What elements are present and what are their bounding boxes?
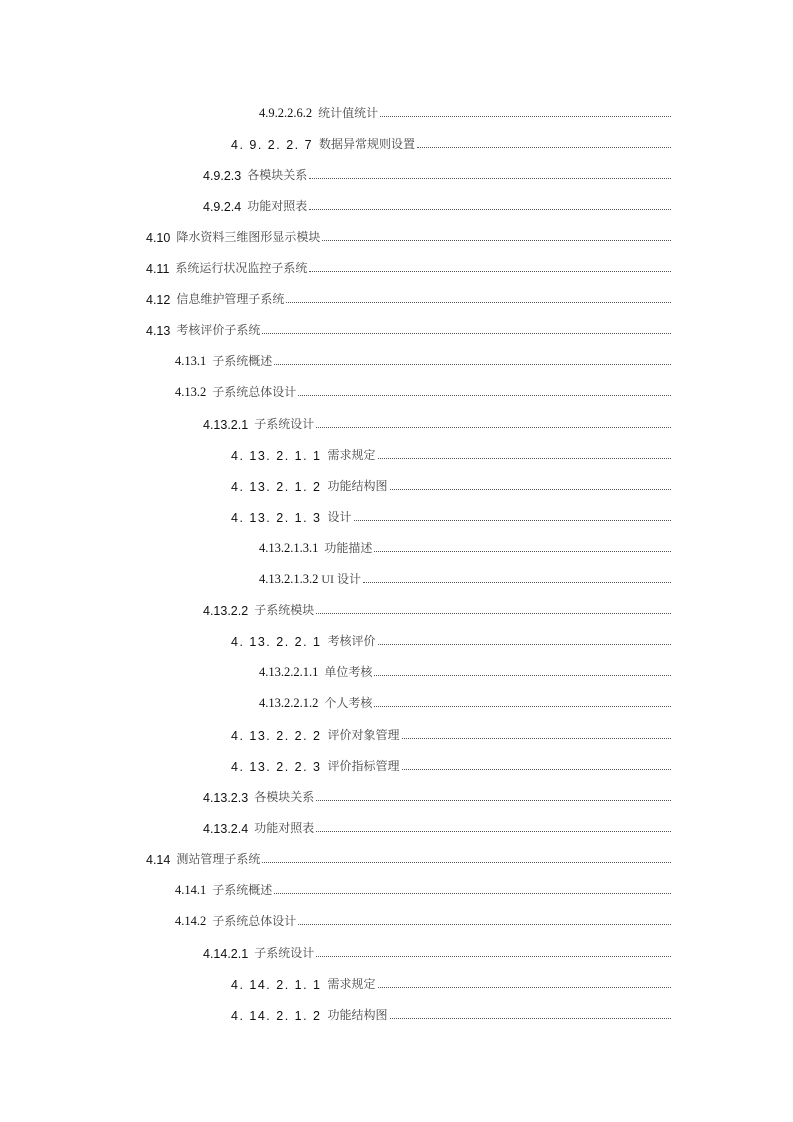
toc-leader-dots (298, 924, 671, 925)
toc-leader-dots (274, 364, 671, 365)
toc-entry-title: 功能结构图 (327, 479, 388, 493)
toc-entry-title: 子系统总体设计 (212, 385, 297, 399)
toc-entry-title: 功能描述 (324, 541, 373, 555)
toc-entry-number: 4.9.2.2.6.2 (259, 106, 313, 120)
toc-entry-number: 4. 14. 2. 1. 1 (231, 978, 322, 992)
toc-leader-dots (374, 551, 671, 552)
toc-leader-dots (417, 147, 671, 148)
toc-entry-number: 4.13.2.2.1.1 (259, 665, 319, 679)
toc-leader-dots (316, 427, 671, 428)
toc-entry[interactable] (259, 538, 671, 556)
toc-entry-number: 4.14.1 (175, 883, 207, 897)
toc-entry-number: 4.13.2.2 (203, 604, 249, 618)
toc-entry[interactable] (231, 507, 671, 525)
toc-entry[interactable] (231, 445, 671, 463)
toc-entry-number: 4. 13. 2. 2. 3 (231, 760, 322, 774)
toc-entry-number: 4.14.2 (175, 914, 207, 928)
toc-entry-number: 4.13.1 (175, 354, 207, 368)
toc-entry-title: 设计 (327, 510, 352, 524)
toc-entry[interactable] (203, 818, 671, 836)
toc-entry-number: 4.11 (146, 262, 170, 276)
toc-leader-dots (309, 209, 671, 210)
toc-entry-number: 4.14 (146, 853, 171, 867)
toc-entry-title: 考核评价子系统 (176, 323, 261, 337)
toc-leader-dots (274, 893, 671, 894)
toc-entry-number: 4.13.2 (175, 385, 207, 399)
toc-entry-number: 4.13.2.4 (203, 822, 249, 836)
toc-entry-number: 4.14.2.1 (203, 947, 249, 961)
toc-entry-number: 4.13.2.1.3.1 (259, 541, 319, 555)
toc-leader-dots (316, 956, 671, 957)
toc-entry-title: 需求规定 (327, 977, 376, 991)
toc-leader-dots (390, 489, 671, 490)
toc-entry-title: 功能结构图 (327, 1008, 388, 1022)
toc-leader-dots (286, 302, 671, 303)
toc-leader-dots (262, 862, 671, 863)
toc-leader-dots (374, 675, 671, 676)
toc-entry-number: 4.9.2.3 (203, 169, 242, 183)
toc-entry[interactable] (231, 725, 671, 743)
toc-entry[interactable] (231, 476, 671, 494)
toc-entry-title: 评价对象管理 (327, 728, 400, 742)
toc-leader-dots (390, 1018, 671, 1019)
toc-entry[interactable] (203, 196, 671, 214)
toc-entry-number: 4.13.2.3 (203, 791, 249, 805)
toc-leader-dots (309, 271, 671, 272)
toc-entry[interactable] (146, 289, 671, 307)
toc-leader-dots (309, 178, 671, 179)
toc-leader-dots (363, 582, 671, 583)
toc-entry-number: 4.13.2.2.1.2 (259, 696, 319, 710)
toc-entry[interactable] (231, 631, 671, 649)
toc-leader-dots (380, 116, 671, 117)
toc-entry-title: 各模块关系 (247, 168, 308, 182)
toc-entry[interactable] (259, 569, 671, 587)
toc-entry-title: 系统运行状况监控子系统 (175, 261, 308, 275)
toc-entry-title: 子系统设计 (254, 946, 315, 960)
toc-entry[interactable] (203, 600, 671, 618)
toc-leader-dots (402, 769, 671, 770)
toc-entry-title: 子系统概述 (212, 883, 273, 897)
toc-entry-title: UI 设计 (321, 572, 362, 586)
toc-entry[interactable] (146, 258, 671, 276)
toc-entry[interactable] (203, 414, 671, 432)
toc-entry-title: 评价指标管理 (327, 759, 400, 773)
toc-leader-dots (316, 800, 671, 801)
toc-leader-dots (262, 333, 671, 334)
toc-entry-number: 4.12 (146, 293, 171, 307)
toc-leader-dots (316, 613, 671, 614)
toc-entry-number: 4. 13. 2. 2. 2 (231, 729, 322, 743)
toc-entry[interactable] (175, 911, 671, 929)
toc-entry[interactable] (231, 756, 671, 774)
toc-entry[interactable] (175, 382, 671, 400)
toc-leader-dots (378, 458, 671, 459)
toc-entry-title: 子系统模块 (254, 603, 315, 617)
toc-entry[interactable] (231, 134, 671, 152)
toc-entry[interactable] (259, 693, 671, 711)
toc-entry[interactable] (259, 662, 671, 680)
toc-entry-title: 统计值统计 (318, 106, 379, 120)
toc-entry-title: 降水资料三维图形显示模块 (176, 230, 321, 244)
toc-leader-dots (402, 738, 671, 739)
toc-leader-dots (298, 395, 671, 396)
toc-entry-number: 4.10 (146, 231, 171, 245)
toc-entry[interactable] (259, 103, 671, 121)
toc-entry[interactable] (203, 165, 671, 183)
toc-entry[interactable] (146, 849, 671, 867)
toc-leader-dots (316, 831, 671, 832)
toc-entry[interactable] (203, 787, 671, 805)
toc-entry-number: 4. 13. 2. 1. 2 (231, 480, 322, 494)
toc-entry-number: 4. 9. 2. 2. 7 (231, 138, 314, 152)
toc-entry-number: 4.13.2.1.3.2 (259, 572, 319, 586)
toc-entry-title: 子系统概述 (212, 354, 273, 368)
toc-leader-dots (322, 240, 671, 241)
toc-entry-number: 4. 13. 2. 2. 1 (231, 635, 322, 649)
toc-leader-dots (378, 987, 671, 988)
toc-leader-dots (374, 706, 671, 707)
toc-entry-number: 4.13 (146, 324, 171, 338)
toc-entry[interactable] (175, 351, 671, 369)
toc-leader-dots (378, 644, 671, 645)
toc-leader-dots (354, 520, 671, 521)
toc-entry-number: 4.9.2.4 (203, 200, 242, 214)
toc-entry-title: 功能对照表 (247, 199, 308, 213)
toc-entry[interactable] (203, 943, 671, 961)
toc-entry-title: 个人考核 (324, 696, 373, 710)
toc-entry[interactable] (231, 974, 671, 992)
toc-entry-number: 4. 13. 2. 1. 3 (231, 511, 322, 525)
toc-entry-title: 考核评价 (327, 634, 376, 648)
toc-entry-title: 需求规定 (327, 448, 376, 462)
toc-entry[interactable] (231, 1005, 671, 1023)
toc-entry-title: 信息维护管理子系统 (176, 292, 285, 306)
toc-entry-number: 4.13.2.1 (203, 418, 249, 432)
toc-entry-title: 功能对照表 (254, 821, 315, 835)
toc-entry[interactable] (146, 227, 671, 245)
toc-entry-title: 测站管理子系统 (176, 852, 261, 866)
toc-entry-number: 4. 13. 2. 1. 1 (231, 449, 322, 463)
toc-entry[interactable] (175, 880, 671, 898)
toc-entry[interactable] (146, 320, 671, 338)
toc-entry-title: 各模块关系 (254, 790, 315, 804)
toc-entry-title: 单位考核 (324, 665, 373, 679)
toc-entry-title: 子系统总体设计 (212, 914, 297, 928)
toc-entry-title: 数据异常规则设置 (319, 137, 416, 151)
toc-entry-number: 4. 14. 2. 1. 2 (231, 1009, 322, 1023)
toc-entry-title: 子系统设计 (254, 417, 315, 431)
